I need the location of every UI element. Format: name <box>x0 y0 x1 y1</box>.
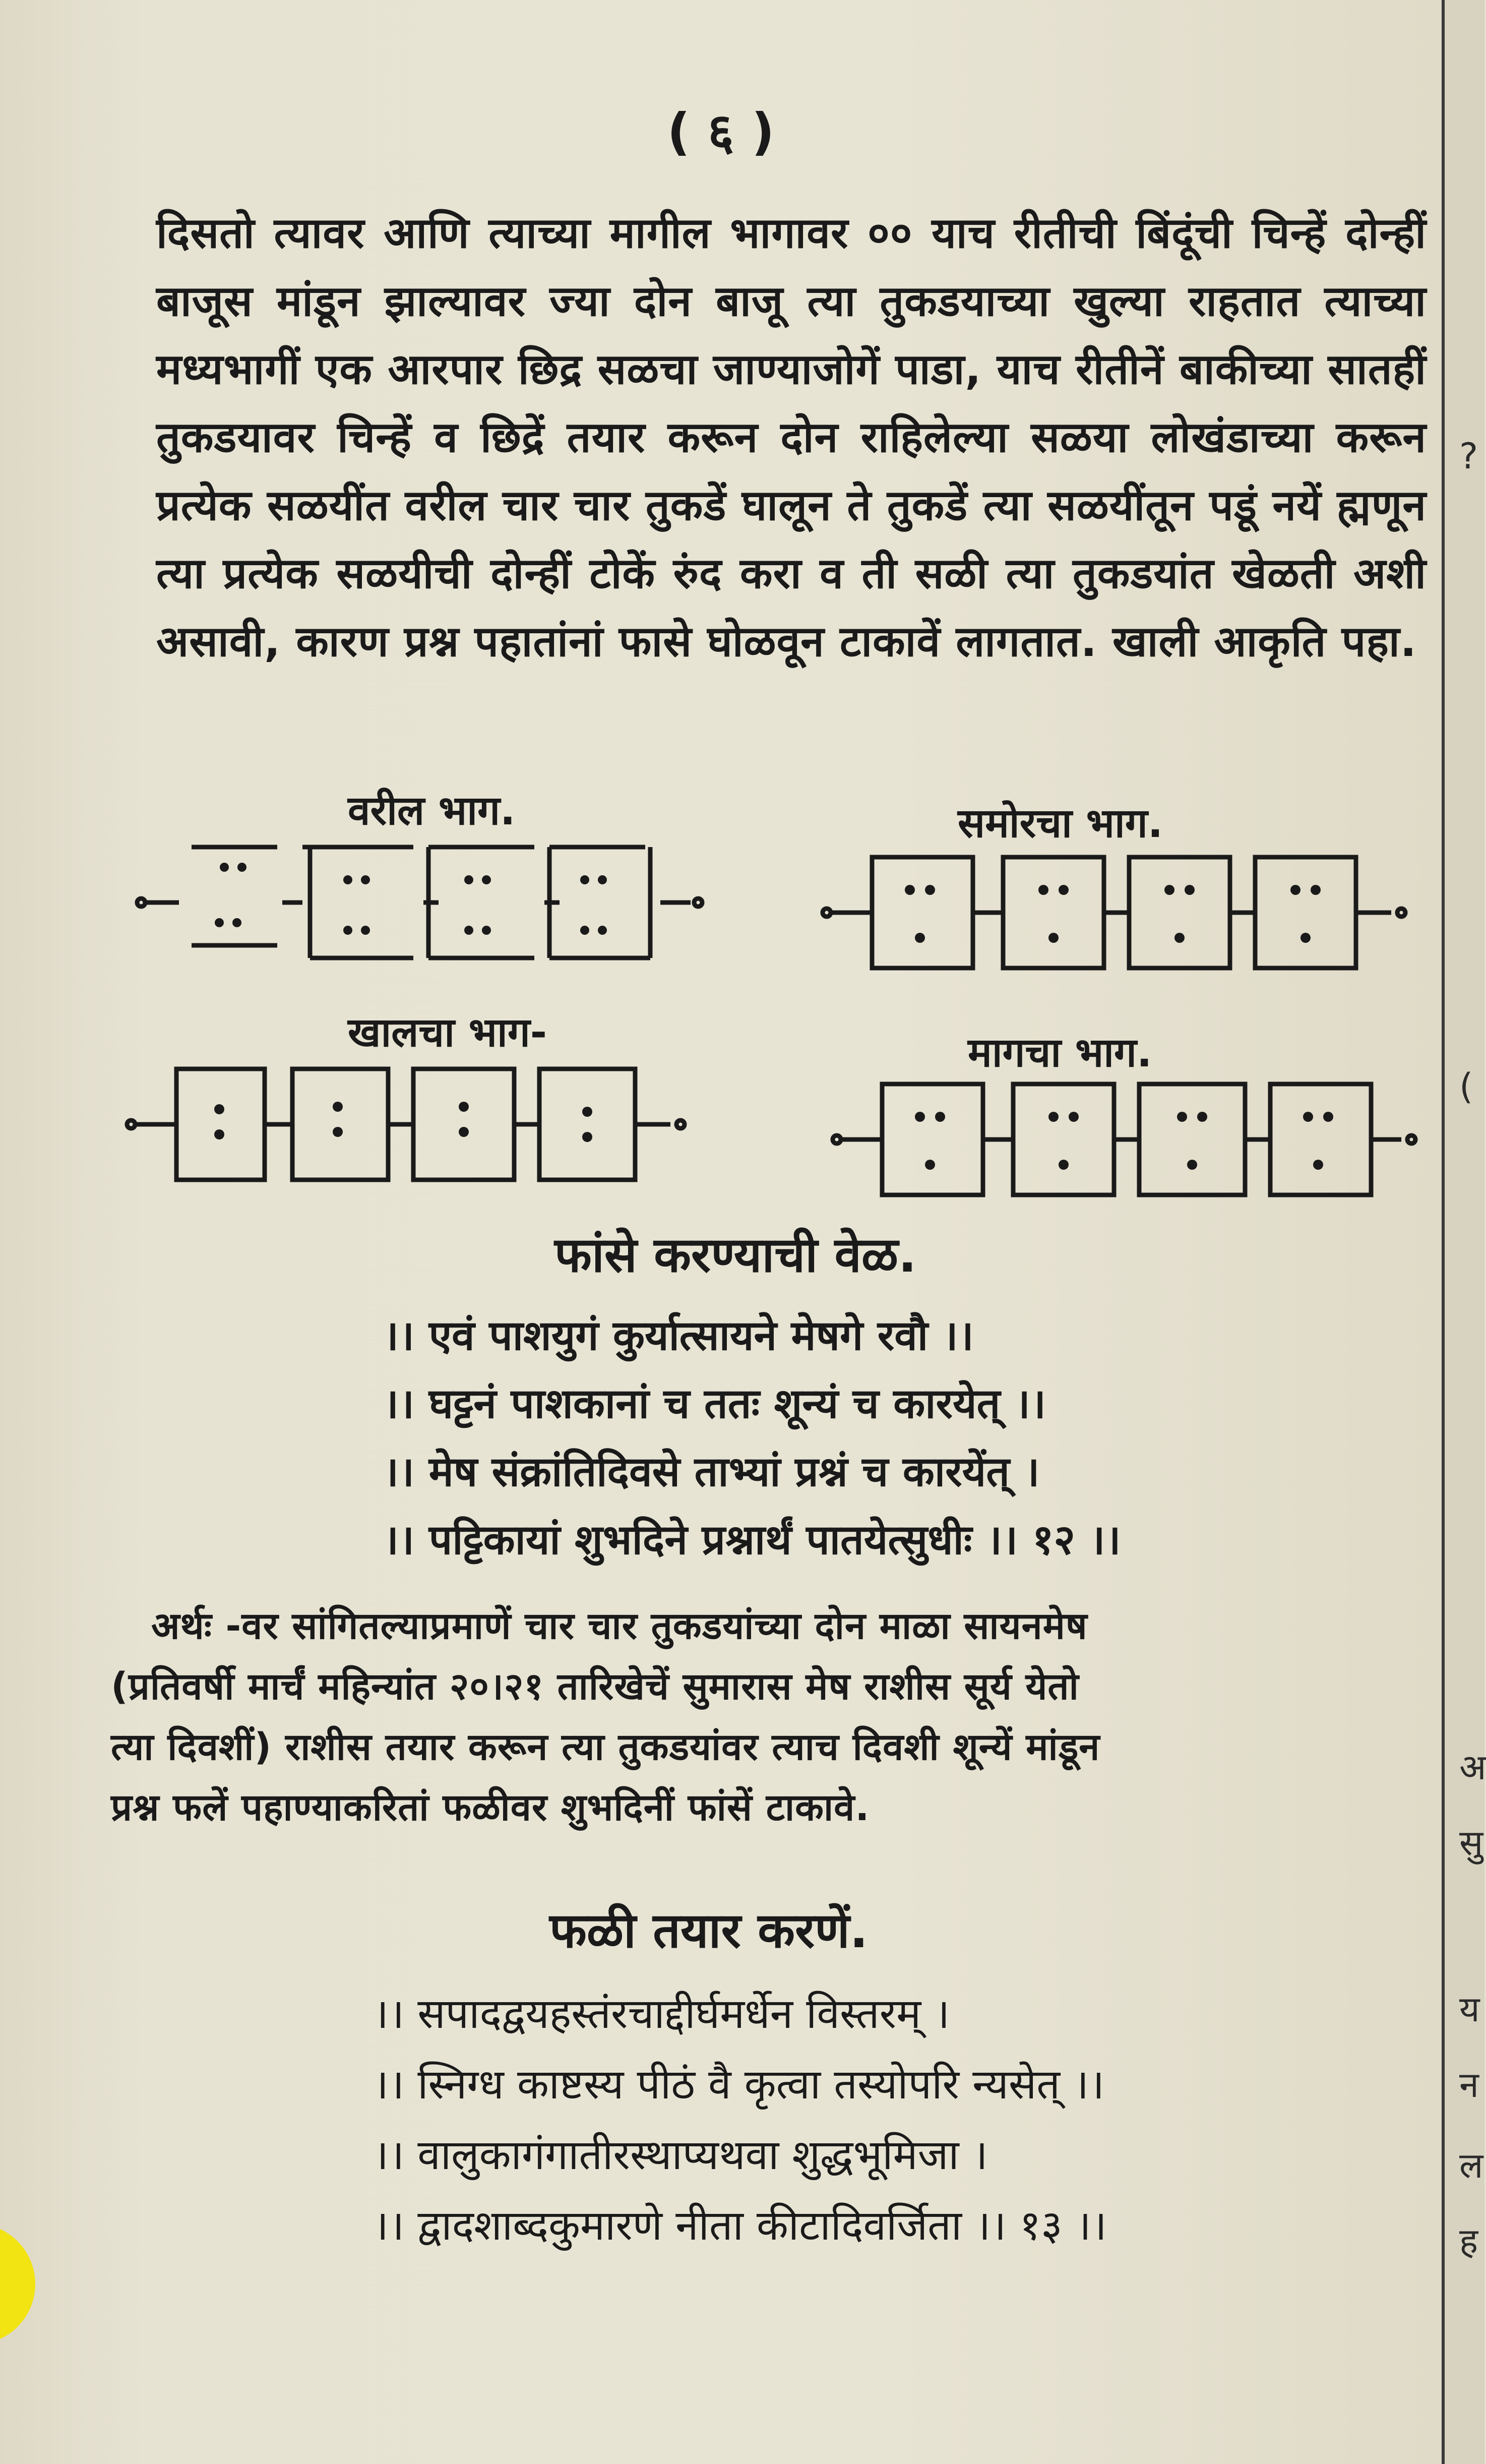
edge-glyph: य <box>1459 1989 1480 2030</box>
verse-line: ।। सपादद्वयहस्तंरचाद्दीर्घमर्धेन विस्तरम् । <box>373 1990 950 2038</box>
edge-glyph: ? <box>1459 436 1478 477</box>
section-heading-board: फळी तयार करणें. <box>549 1902 869 1959</box>
section-heading-timing: फांसे करण्याची वेळ. <box>554 1227 917 1283</box>
label-back-view: मागचा भाग. <box>968 1029 1152 1076</box>
meaning-line: त्या दिवशीं) राशीस तयार करून त्या तुकडयांवर त्याच दिवशी शून्यें मांडून <box>111 1725 1100 1769</box>
dice-figure-bottom-view <box>121 1059 701 1190</box>
meaning-line: (प्रतिवर्षी मार्चं महिन्यांत २०।२१ तारिखेचें सुमारास मेष राशीस सूर्य येतो <box>111 1665 1079 1708</box>
verse-line: ।। द्वादशाब्दकुमारणे नीता कीटादिवर्जिता ।। १३ ।। <box>373 2202 1107 2250</box>
edge-glyph: न <box>1459 2064 1479 2106</box>
verse-line: ।। एवं पाशयुगं कुर्यात्सायने मेषगे रवौ ।। <box>383 1312 974 1360</box>
label-top-view: वरील भाग. <box>348 787 516 834</box>
label-bottom-view: खालचा भाग- <box>348 1009 547 1056</box>
verse-line: ।। वालुकागंगातीरस्थाप्यथवा शुद्धभूमिजा । <box>373 2131 988 2179</box>
edge-glyph: ( <box>1459 1066 1473 1107</box>
verse-line: ।। मेष संक्रांतिदिवसे ताभ्यां प्रश्नं च कारयेंत् । <box>383 1448 1040 1496</box>
verse-line: ।। पट्टिकायां शुभदिने प्रश्नार्थं पातयेत्सुधीः ।। १२ ।। <box>383 1516 1121 1564</box>
yellow-sticker <box>0 2223 35 2345</box>
meaning-line: अर्थः -वर सांगितल्याप्रमाणें चार चार तुकडयांच्या दोन माळा सायनमेष <box>151 1604 1088 1648</box>
edge-glyph: ह <box>1459 2220 1478 2262</box>
page-number: ( ६ ) <box>667 102 775 161</box>
dice-figure-top-view <box>131 837 711 968</box>
label-front-view: समोरचा भाग. <box>958 800 1163 847</box>
dice-figure-front-view <box>817 847 1421 978</box>
edge-glyph: ल <box>1459 2145 1483 2186</box>
edge-glyph: अ <box>1459 1747 1486 1788</box>
meaning-line: प्रश्न फलें पहाण्याकरितां फळीवर शुभदिनीं फांसें टाकावे. <box>111 1786 870 1829</box>
dice-figure-back-view <box>827 1074 1432 1205</box>
paragraph-dice-making: दिसतो त्यावर आणि त्याच्या मागील भागावर ०० याच रीतीची बिंदूंची चिन्हें दोन्हीं बाजूस मांडून झाल्यावर ज्या दोन बाजू त्या तुकडयाच्या खुल्या राहतात त्याच्या मध्यभागीं एक आरपार छिद्र सळचा जाण्याजोगें पाडा, याच रीतीनें बाकीच्या सातहीं तुकडयावर चिन्हें व छिद्रें तयार करून दोन राहिलेल्या सळया लोखंडाच्या करून प्रत्येक सळयींत वरील चार चार तुकडें घालून ते तुकडें त्या सळयींतून पडूं नयें ह्मणून त्या प्रत्येक सळयीची दोन्हीं टोकें रुंद करा व ती सळी त्या तुकडयांत खेळती अशी असावी, कारण प्रश्न पहातांनां फासे घोळवून टाकावें लागतात. खाली आकृति पहा. <box>156 208 1427 666</box>
verse-line: ।। घट्टनं पाशकानां च ततः शून्यं च कारयेत् ।। <box>383 1380 1046 1428</box>
edge-glyph: सु <box>1459 1822 1483 1864</box>
meaning-paragraph <box>111 1596 1442 1838</box>
verse-line: ।। स्निग्ध काष्टस्य पीठं वै कृत्वा तस्योपरि न्यसेत् ।। <box>373 2061 1105 2109</box>
